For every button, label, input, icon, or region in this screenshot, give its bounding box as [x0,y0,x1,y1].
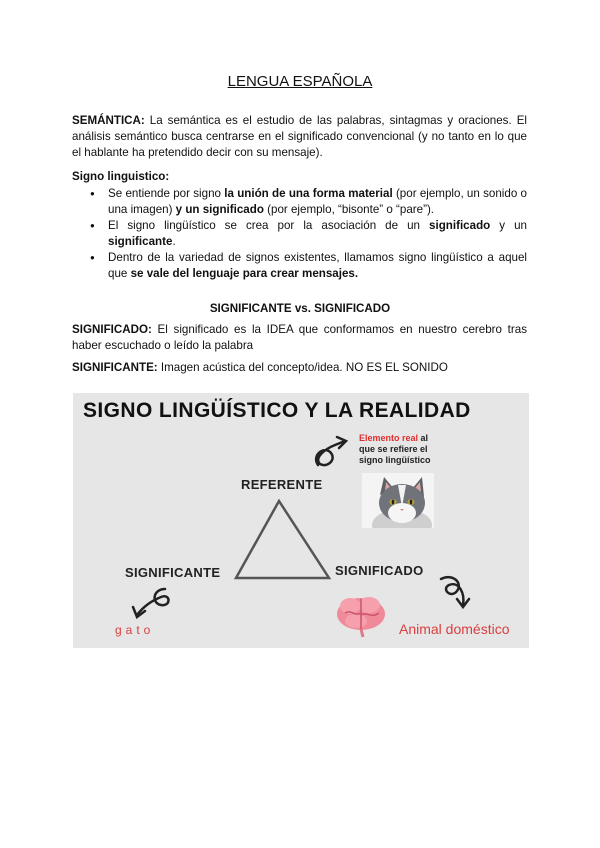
significado-paragraph [72,322,527,354]
note-red-text: Elemento real [359,433,419,443]
referente-label: REFERENTE [241,477,323,492]
referente-note [359,433,431,466]
significante-diagram-label: SIGNIFICANTE [125,565,221,580]
note-text: al [418,433,429,443]
bullet-item [72,250,527,282]
bullet-text: Se entiende por signo [108,187,225,200]
note-text: que se refiere el [359,444,428,454]
curly-arrow-significado-icon [441,577,469,607]
diagram-title: SIGNO LINGÜÍSTICO Y LA REALIDAD [83,399,471,422]
bullet-item [72,218,527,250]
page-title: LENGUA ESPAÑOLA [227,73,373,90]
significante-label: SIGNIFICANTE: [72,361,158,374]
curly-arrow-referente-icon [316,437,346,465]
cat-photo [362,473,434,528]
significado-diagram-label: SIGNIFICADO [335,563,424,578]
bullet-text: y un [490,219,527,232]
section-subtitle: SIGNIFICANTE vs. SIGNIFICADO [209,302,391,315]
bullet-bold: y un significado [175,203,264,216]
bullet-item [72,186,527,218]
note-text: signo lingüístico [359,455,431,465]
semiotic-triangle [236,501,329,578]
significado-text: El significado es la IDEA que conformamos en nuestro cerebro tras haber escuchado o leído la palabra [72,323,527,352]
brain-icon [337,597,385,637]
semantica-text: La semántica es el estudio de las palabras, sintagmas y oraciones. El análisis semántico busca centrarse en el significado convencional (y no tanto en lo que el hablante ha pretendido decir con su mensaje). [72,114,527,159]
bullet-bold: la unión de una forma material [224,187,393,200]
significante-text: Imagen acústica del concepto/idea. NO ES EL SONIDO [157,361,448,374]
bullet-text: Dentro de la variedad de signos existentes, llamamos signo lingüístico a aquel que [108,251,527,280]
bullet-text: (por ejemplo, un sonido o una imagen) [108,187,527,216]
bullet-bold: se vale del lenguaje para crear mensajes. [130,267,359,280]
cat-icon [362,473,434,528]
bullet-text: (por ejemplo, “bisonte” o “pare”). [263,203,435,216]
diagram-graphics [73,393,529,648]
animal-domestico-label: Animal doméstico [399,621,510,637]
significante-paragraph [72,360,527,376]
bullet-bold: significante [108,235,173,248]
gato-word: gato [115,623,155,637]
bullet-text: El signo lingüístico se crea por la asociación de un [108,219,430,232]
bullet-bold: significado [429,219,491,232]
semantica-label: SEMÁNTICA: [72,114,145,127]
signo-bullet-list [72,186,527,282]
bullet-text: . [172,235,176,248]
signo-heading: Signo linguistico: [72,170,170,183]
semantica-paragraph [72,113,527,161]
signo-diagram [73,393,529,648]
curly-arrow-significante-icon [133,589,169,617]
significado-label: SIGNIFICADO: [72,323,152,336]
